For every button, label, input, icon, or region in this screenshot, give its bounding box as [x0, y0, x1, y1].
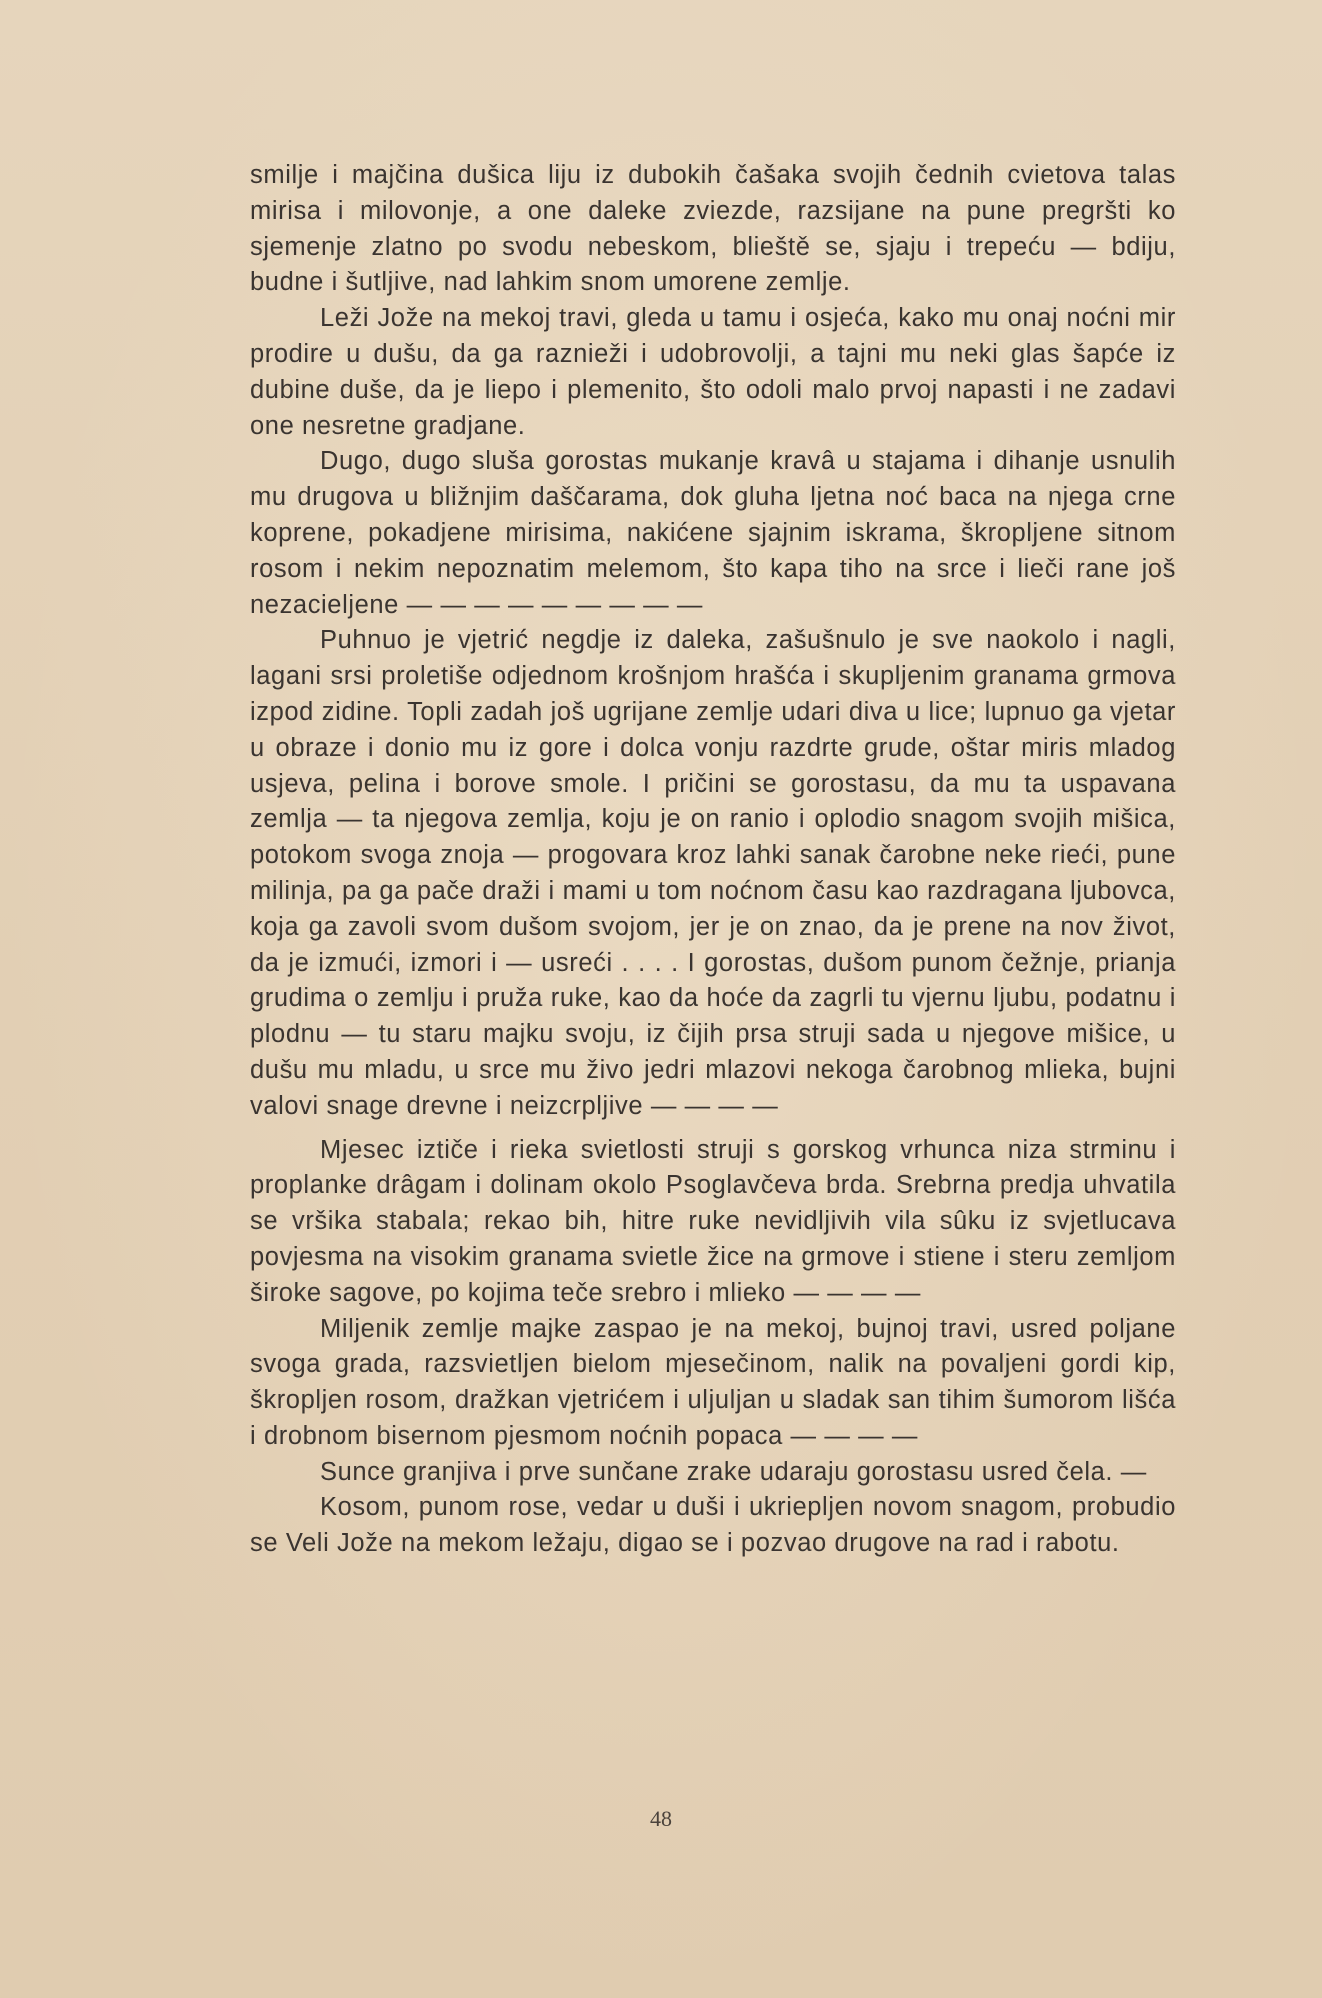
paragraph-2: Leži Jože na mekoj travi, gleda u tamu i osjeća, kako mu onaj noćni mir prodire u dušu, da ga raznieži i udobrovolji, a tajni mu neki glas šapće iz dubine duše, da je liepo i plemenito, što odoli malo prvoj napasti i ne zadavi one nesretne gradjane. [250, 304, 1176, 440]
paragraph-7: Sunce granjiva i prve sunčane zrake udaraju gorostasu usred čela. — [320, 1457, 1147, 1486]
paragraph-6: Miljenik zemlje majke zaspao je na mekoj, bujnoj travi, usred poljane svoga grada, razsvietljen bielom mjesečinom, nalik na povaljeni gordi kip, škropljen rosom, dražkan vjetrićem i uljuljan u sladak san tihim šumorom lišća i drobnom bisernom pjesmom noćnih popaca — — — — [250, 1314, 1176, 1450]
paragraph-1: smilje i majčina dušica liju iz dubokih čašaka svojih čednih cvietova talas mirisa i milovonje, a one daleke zviezde, razsijane na pune pregršti ko sjemenje zlatno po svodu nebeskom, blieště se, sjaju i trepeću — bdiju, budne i šutljive, nad lahkim snom umorene zemlje. [250, 161, 1176, 297]
paragraph-3: Dugo, dugo sluša gorostas mukanje kravâ u stajama i dihanje usnulih mu drugova u bližnjim daščarama, dok gluha ljetna noć baca na njega crne koprene, pokadjene mirisima, nakićene sjajnim iskrama, škropljene sitnom rosom i nekim nepoznatim melemom, što kapa tiho na srce i lieči rane još nezacieljene — — — — — — — — — [250, 447, 1176, 619]
paragraph-5: Mjesec iztiče i rieka svietlosti struji s gorskog vrhunca niza strminu i proplanke drâgam i dolinam okolo Psoglavčeva brda. Srebrna predja uhvatila se vršika stabala; rekao bih, hitre ruke nevidljivih vila sûku iz svjetlucava povjesma na visokim granama svietle žice na grmove i stiene i steru zemljom široke sagove, po kojima teče srebro i mlieko — — — — [250, 1135, 1176, 1307]
body-text [250, 158, 1176, 1562]
paragraph-8: Kosom, punom rose, vedar u duši i ukriepljen novom snagom, probudio se Veli Jože na mekom ležaju, digao se i pozvao drugove na rad i rabotu. [250, 1493, 1176, 1558]
page-number: 48 [650, 1806, 672, 1831]
paragraph-4: Puhnuo je vjetrić negdje iz daleka, zašušnulo je sve naokolo i nagli, lagani srsi proletiše odjednom krošnjom hrašća i skupljenim granama grmova izpod zidine. Topli zadah još ugrijane zemlje udari diva u lice; lupnuo ga vjetar u obraze i donio mu iz gore i dolca vonju razdrte grude, oštar miris mladog usjeva, pelina i borove smole. I pričini se gorostasu, da mu ta uspavana zemlja — ta njegova zemlja, koju je on ranio i oplodio snagom svojih mišica, potokom svoga znoja — progovara kroz lahki sanak čarobne neke rieći, pune milinja, pa ga pače draži i mami u tom noćnom času kao razdragana ljubovca, koja ga zavoli svom dušom svojom, jer je on znao, da je prene na nov život, da je izmući, izmori i — usreći . . . . I gorostas, dušom punom čežnje, prianja grudima o zemlju i pruža ruke, kao da hoće da zagrli tu vjernu ljubu, podatnu i plodnu — tu staru majku svoju, iz čijih prsa struji sada u njegove mišice, u dušu mu mladu, u srce mu živo jedri mlazovi nekoga čarobnog mlieka, bujni valovi snage drevne i neizcrpljive — — — — [250, 626, 1176, 1120]
